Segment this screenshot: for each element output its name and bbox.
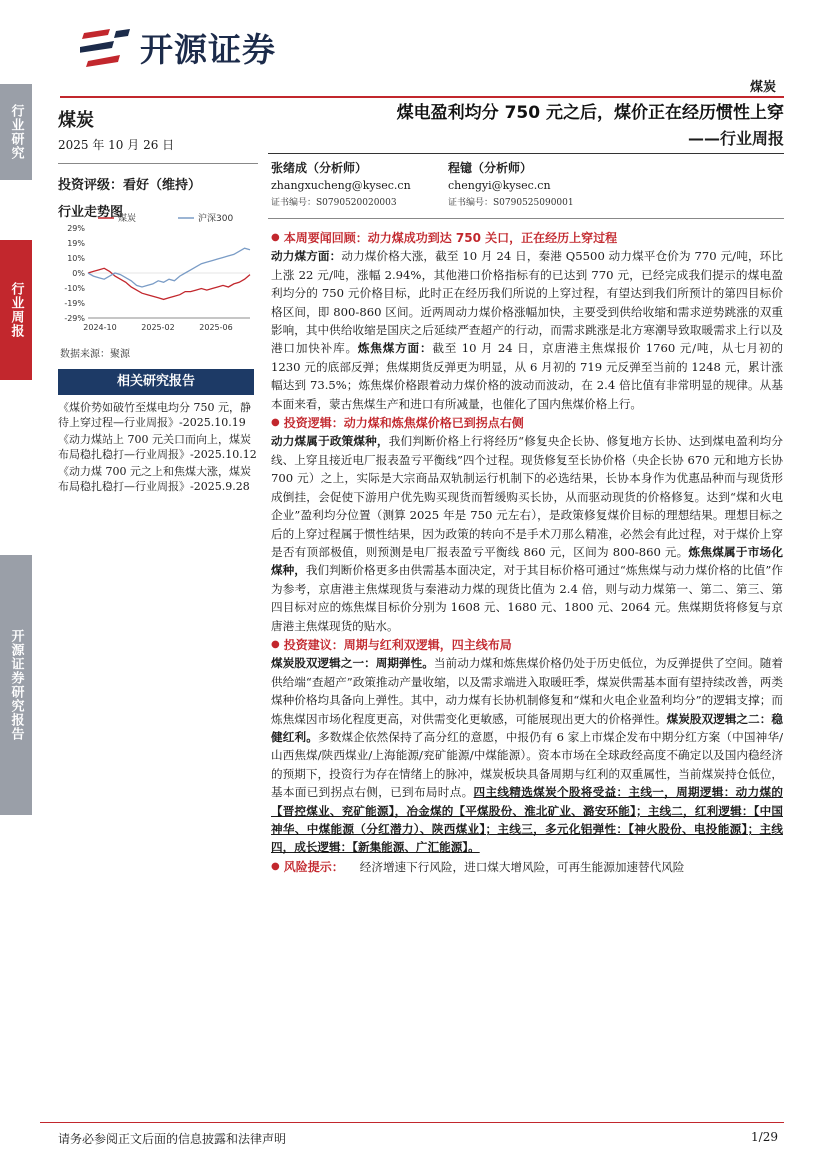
y-tick-label: -29% [64,314,85,323]
lead-text: 炼焦煤方面： [357,341,433,356]
risk-text: 经济增速下行风险，进口煤大增风险，可再生能源加速替代风险 [359,859,685,874]
legend-label: 煤炭 [118,214,137,224]
y-tick-label: 29% [67,224,85,233]
report-date: 2025 年 10 月 26 日 [58,138,175,152]
trend-chart [58,210,258,350]
analyst-cert: 证书编号：S0790525090001 [448,198,574,208]
footer-disclaimer[interactable]: 请务必参阅正文后面的信息披露和法律声明 [58,1132,287,1146]
report-subtitle: ——行业周报 [687,129,784,148]
body-text: 我们判断价格更多由供需基本面决定，对于其目标价格可通过“炼焦煤与动力煤价格的比值”作为参考，京唐港主焦煤现货与秦港动力煤的现货比值为 2.4 倍，则与动力煤第一、第二、第三、第四目标对应的炼焦煤目标价分别为 1608 元、1680 元、1800 元、2064 元。焦煤期货将修复与京唐港主焦煤现货的贴水。 [271,563,783,633]
trend-chart-title: 行业走势图 [58,205,124,220]
x-tick-label: 2025-06 [199,323,233,332]
related-report-item[interactable]: 《动力煤 700 元之上和焦煤大涨，煤炭布局稳扎稳打—行业周报》-2025.9.28 [58,465,251,493]
legend-label: 沪深300 [198,214,234,224]
risk-heading [271,858,783,876]
header-category: 煤炭 [749,80,776,95]
body-text: 我们判断价格上行将经历“修复央企长协、修复地方长协、达到煤电盈利均分线、上穿且接近电厂报表盈亏平衡线”四个过程。现货修复至长协价格（央企长协 670 元和地方长协 700 元）之上，实际是大宗商品双轨制运行机制下的必选结果，长协本身作为优惠品种而与现货形成倒挂，会促使下游用户优先购买现货而暂缓购买长协，从而驱动现货的价格修复。达到“煤和火电企业”盈利均分位置（测算 2025 年是 750 元左右），是政策修复煤价目标的理想结果。理想目标之后的上穿过程属于惯性结果，因为政策的转向不是手术刀那么精准，必然会有此过程，对于煤价上穿是否有顶部极值，则预测是电厂报表盈亏平衡线 860 元，区间为 800-860 元。 [271,434,783,559]
company-logo [80,24,276,71]
logo-text: 开源证券 [140,30,276,69]
related-report-item[interactable]: 《动力煤站上 700 元关口而向上，煤炭布局稳扎稳打—行业周报》-2025.10.12 [58,433,257,461]
related-reports-title: 相关研究报告 [58,369,254,395]
paragraph [271,247,783,413]
side-band-brand [0,555,32,815]
paragraph [271,432,783,634]
section-title: 投资建议：周期与红利双逻辑，四主线布局 [283,637,512,652]
sidebar-divider [58,163,258,164]
paragraph [271,654,783,856]
analyst-divider [268,218,784,219]
lead-text: 煤炭股双逻辑之一：周期弹性。 [271,656,434,671]
body-text: 动力煤价格大涨，截至 10 月 24 日，秦港 Q5500 动力煤平仓价为 770 元/吨，环比上涨 22 元/吨，涨幅 2.94%，其他港口价格指标有的已达到 770 元，已经完成我们提示的煤电盈利均分的 750 元价格目标，此时正在经历我们所说的上穿过程，有望达到我们所预计的第四目标价格区间，即 800-860 区间。近两周动力煤价格涨幅加快，主要受到供给收缩和需求逆势跳涨的双重影响，其中供给收缩是国庆之后延续严查超产的行动，而需求跳涨是北方寒潮导致取暖需求上行以及港口加快补库。 [271,249,783,356]
analyst-cert: 证书编号：S0790520020003 [271,198,397,208]
lead-text: 炼焦煤属于市场化煤种， [271,544,783,578]
y-tick-label: 0% [72,269,85,278]
report-title: 煤电盈利均分 750 元之后，煤价正在经历惯性上穿 [396,103,784,123]
side-band-research [0,84,32,180]
section-heading [271,414,783,432]
trend-chart-svg [58,210,258,340]
y-tick-label: -19% [64,299,85,308]
footer-divider [40,1122,784,1123]
page-number: 1/29 [751,1130,778,1144]
bullet-icon: ● [271,860,280,872]
side-band-label: 开源证券研究报告 [8,629,24,741]
bullet-icon: ● [271,232,280,243]
related-reports-list [58,400,258,496]
body-text: 多数煤企依然保持了高分红的意愿，中报仍有 6 家上市煤企发布中期分红方案（中国神华/山西焦煤/陕西煤业/上海能源/兖矿能源/中煤能源）。资本市场在全球政经高度不确定以及国内稳经济的预期下，投资行为存在情绪上的脉冲，煤炭板块具备周期与红利的双重属性，当前煤炭持仓低位，基本面已到拐点右侧，已到布局时点。 [271,729,783,800]
left-sidebar [58,104,258,220]
analyst-name: 程镱（分析师） [448,161,533,175]
analyst-card [448,160,574,211]
lead-text: 动力煤属于政策煤种， [271,434,389,449]
section-heading [271,636,783,654]
lead-text: 煤炭股双逻辑之二：稳健红利。 [271,711,783,744]
bullet-icon: ● [271,417,280,429]
section-title: 风险提示： [283,859,344,874]
body-text: 截至 10 月 24 日，京唐港主焦煤报价 1760 元/吨，从七月初的 1230 元的底部反弹；焦煤期货反弹更为明显，从 6 月初的 719 元反弹至当前的 1248 元，累计涨幅达到 73.5%；炼焦煤价格跟着动力煤价格的波动而波动，在 2.4 倍比值有非常明显的规律。从基本面来看，蒙古焦煤生产和进口有所减量，也催化了国内焦煤价格上行。 [271,341,783,411]
chart-source: 数据来源：聚源 [60,349,130,360]
side-band-label: 行业研究 [8,104,24,160]
bullet-icon: ● [271,638,280,650]
section-title: 本周要闻回顾：动力煤成功到达 750 关口，正在经历上穿过程 [283,231,618,245]
logo-mark-icon [80,25,134,71]
x-tick-label: 2024-10 [83,323,117,332]
y-tick-label: 10% [67,254,85,263]
section-title: 投资逻辑：动力煤和炼焦煤价格已到拐点右侧 [283,416,524,431]
series-line [88,248,250,287]
y-tick-label: 19% [67,239,85,248]
side-band-weekly [0,240,32,380]
title-divider [268,153,784,154]
side-band-label: 行业周报 [8,282,24,338]
report-body [271,229,783,876]
investment-rating: 投资评级：看好（维持） [58,178,202,193]
related-report-item[interactable]: 《煤价势如破竹至煤电均分 750 元，静待上穿过程—行业周报》-2025.10.19 [58,401,251,429]
body-text: 当前动力煤和炼焦煤价格仍处于历史低位，为反弹提供了空间。随着供给端“查超产”政策推动产量收缩，以及需求端进入取暖旺季，煤炭供需基本面有望持续改善，两类煤种价格均具备向上弹性。其中，动力煤有长协机制修复和“煤和火电企业盈利均分”的逻辑支撑；而炼焦煤因市场化程度更高，对供需变化更敏感，可能展现出更大的价格弹性。 [271,656,783,726]
lead-text: 动力煤方面： [271,249,342,264]
y-tick-label: -10% [64,284,85,293]
section-heading [271,229,783,247]
industry-name: 煤炭 [58,110,94,131]
x-tick-label: 2025-02 [141,323,175,332]
analyst-email[interactable]: zhangxucheng@kysec.cn [271,179,411,192]
stock-picks: 四主线精选煤炭个股将受益：主线一，周期逻辑：动力煤的【晋控煤业、兖矿能源】，冶金煤的【平煤股份、淮北矿业、潞安环能】；主线二，红利逻辑：【中国神华、中煤能源（分红潜力）、陕西煤业】；主线三，多元化铝弹性：【神火股份、电投能源】；主线四，成长逻辑：【新集能源、广汇能源】。 [271,785,783,855]
analyst-card [271,160,411,211]
analyst-email[interactable]: chengyi@kysec.cn [448,179,551,192]
analyst-name: 张绪成（分析师） [271,161,368,175]
